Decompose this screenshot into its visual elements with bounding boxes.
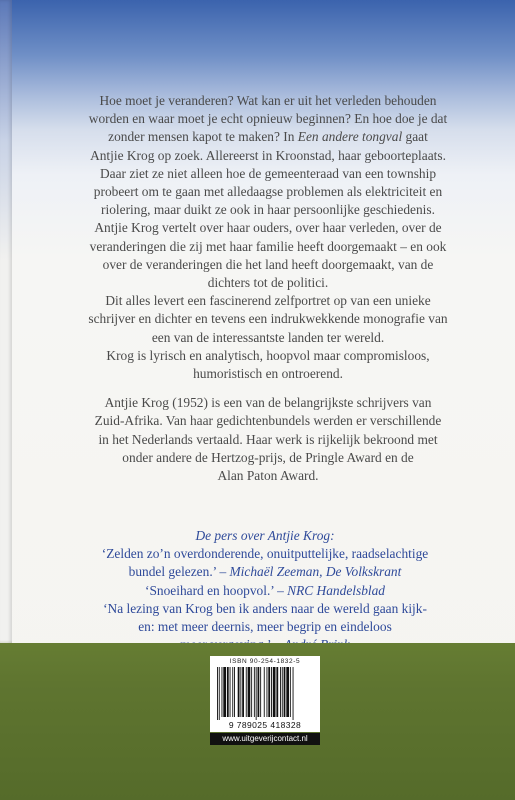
barcode-bar xyxy=(268,667,270,717)
barcode-bar xyxy=(264,667,265,717)
barcode-bar xyxy=(242,667,244,717)
text-line: Zuid-Afrika. Van haar gedichtenbundels werden er verschillende xyxy=(94,413,442,429)
barcode-bar xyxy=(276,667,278,717)
text-line: Hoe moet je veranderen? Wat kan er uit het verleden behouden xyxy=(99,93,437,108)
ean-number: 9 789025 418328 xyxy=(210,720,320,730)
quote-separator: – xyxy=(273,582,288,598)
text-line: gaat xyxy=(402,129,428,145)
barcode-bar xyxy=(284,667,286,717)
description-block xyxy=(48,92,488,485)
publisher-url[interactable]: www.uitgeverijcontact.nl xyxy=(210,733,320,745)
text-line: zonder mensen kapot te maken? In xyxy=(108,129,298,145)
barcode-bar xyxy=(280,667,281,717)
quote-source: NRC Handelsblad xyxy=(287,582,385,598)
barcode-bar xyxy=(246,667,247,717)
book-title-inline: Een andere tongval xyxy=(297,129,403,145)
barcode-bar xyxy=(258,667,260,717)
barcode-bar xyxy=(217,667,218,721)
barcode-panel xyxy=(210,656,320,732)
quote-text: ‘Na lezing van Krog ben ik anders naar de wereld gaan kijk- xyxy=(103,600,427,616)
barcode-bar xyxy=(232,667,233,717)
quote-source: Michaël Zeeman, De Volkskrant xyxy=(229,564,402,580)
quote-text: ‘Zelden zo’n overdonderende, onuitputtelijke, raadselachtige xyxy=(101,546,429,562)
barcode-bar xyxy=(230,667,231,717)
barcode-bar xyxy=(248,667,251,717)
barcode-bar xyxy=(282,667,283,717)
press-quotes xyxy=(40,527,490,654)
text-line: riolering, maar duikt ze ook in haar persoonlijke geschiedenis. xyxy=(101,202,435,218)
text-line: Alan Paton Award. xyxy=(217,468,319,484)
isbn-label: ISBN 90-254-1832-5 xyxy=(229,658,301,665)
barcode-bar xyxy=(251,667,252,717)
barcode-bar xyxy=(227,667,229,717)
description-paragraph-1 xyxy=(48,92,488,219)
barcode-bar xyxy=(240,667,241,717)
text-line: probeert om te gaan met alledaagse problemen als elektriciteit en xyxy=(93,184,443,200)
text-line: Antjie Krog vertelt over haar ouders, over haar verleden, over de xyxy=(94,220,442,236)
barcode-bar xyxy=(267,667,268,717)
barcode-bar xyxy=(290,667,291,717)
description-paragraph-4 xyxy=(48,347,488,383)
paragraph-gap xyxy=(48,383,488,394)
quote-text: bundel gelezen.’ xyxy=(128,564,217,580)
text-line: over de veranderingen die het land heeft doorgemaakt, van de xyxy=(102,256,434,272)
text-line: Dit alles levert een fascinerend zelfportret op van een unieke xyxy=(105,293,431,309)
text-line: Daar ziet ze niet alleen hoe de gemeenteraad van een township xyxy=(99,165,437,181)
text-line: in het Nederlands vertaald. Haar werk is rijkelijk bekroond met xyxy=(98,431,438,447)
quote-text: en: met meer deernis, meer begrip en eindeloos xyxy=(138,619,392,635)
text-line: Krog is lyrisch en analytisch, hoopvol maar compromisloos, xyxy=(106,347,430,363)
barcode-bar xyxy=(234,667,235,717)
author-bio xyxy=(48,394,488,485)
barcode-bar xyxy=(254,667,255,717)
text-line: humoristisch en ontroerend. xyxy=(193,366,343,382)
barcode-bar xyxy=(271,667,272,717)
barcode-bar xyxy=(223,667,226,717)
quote-separator: – xyxy=(216,564,230,580)
quote-text: ‘Snoeihard en hoopvol.’ xyxy=(144,582,274,598)
text-line: worden en waar moet je echt opnieuw beginnen? En hoe doe je dat xyxy=(88,111,448,127)
text-line: Antjie Krog op zoek. Allereerst in Kroonstad, haar geboorteplaats. xyxy=(90,147,446,163)
text-line: dichters tot de politici. xyxy=(207,275,329,291)
barcode-bar xyxy=(256,667,257,721)
barcode-graphic xyxy=(216,667,314,721)
barcode-bar xyxy=(260,667,261,717)
barcode-bar xyxy=(286,667,289,717)
text-line: schrijver en dichter en tevens een indrukwekkende monografie van xyxy=(88,311,448,327)
text-line: een van de interessantste landen ter wereld. xyxy=(151,329,385,345)
press-quote-2 xyxy=(40,582,490,600)
text-line: Antjie Krog (1952) is een van de belangrijkste schrijvers van xyxy=(104,395,432,411)
press-heading: De pers over Antjie Krog: xyxy=(195,528,335,543)
barcode-bar xyxy=(273,667,276,717)
description-paragraph-2 xyxy=(48,219,488,292)
text-line: onder andere de Hertzog-prijs, de Pringle Award en de xyxy=(122,449,414,465)
description-paragraph-3 xyxy=(48,292,488,347)
text-line: veranderingen die zij met haar familie heeft doorgemaakt – en ook xyxy=(89,238,447,254)
press-quote-1 xyxy=(40,545,490,581)
barcode-bar xyxy=(238,667,240,717)
barcode-bar xyxy=(293,667,294,721)
barcode-bar xyxy=(219,667,220,721)
barcode-bar xyxy=(222,667,223,717)
